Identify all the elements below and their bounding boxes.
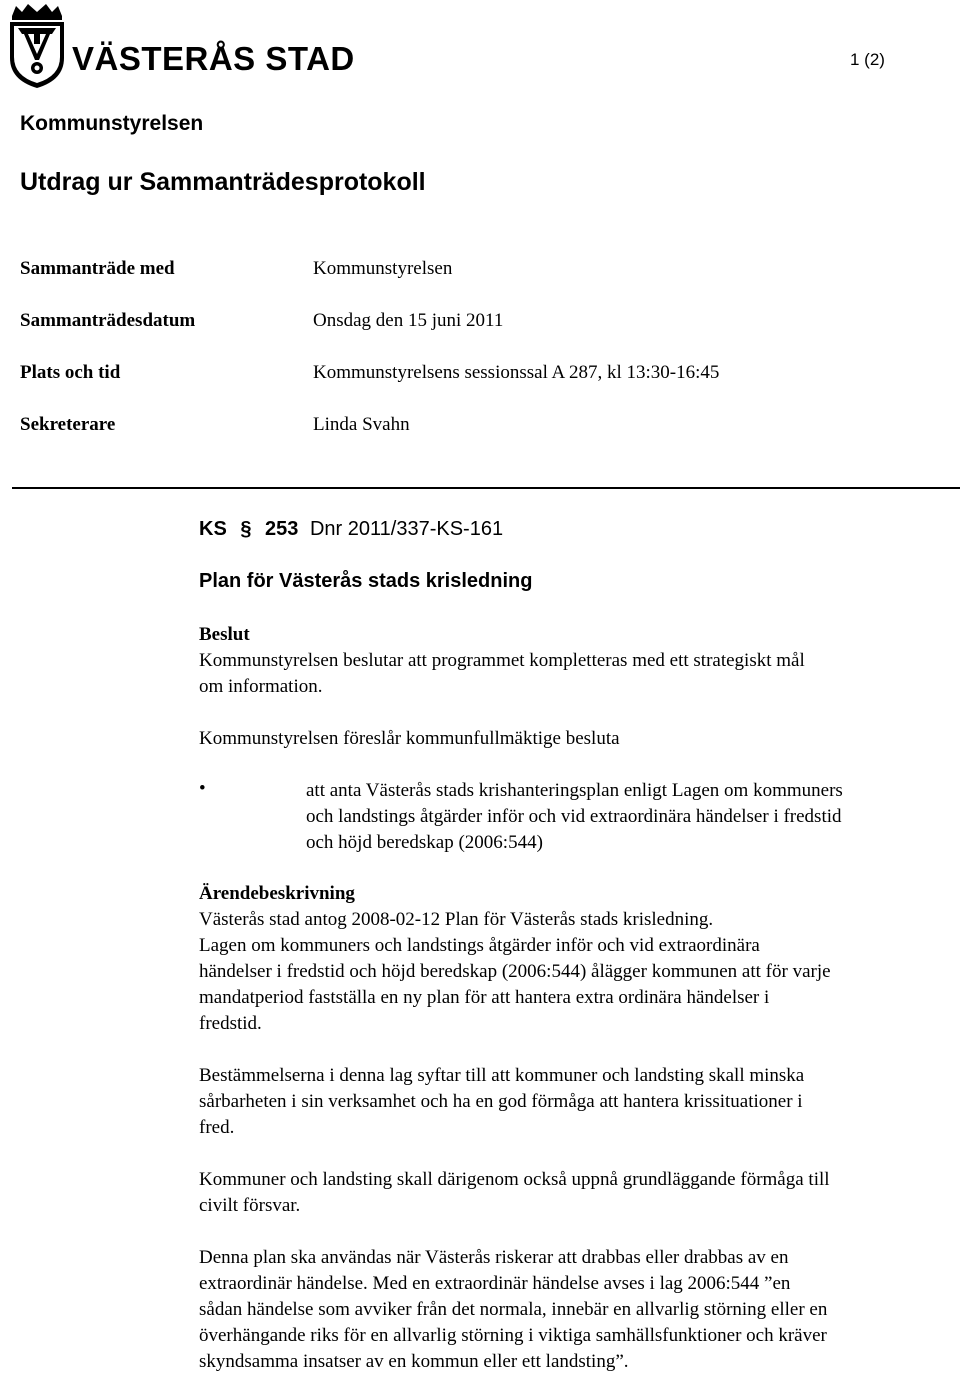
arende-line: Västerås stad antog 2008-02-12 Plan för Västerås stads krisledning. (199, 909, 714, 930)
paragraph-line: Denna plan ska användas när Västerås riskerar att drabbas eller drabbas av en (199, 1247, 789, 1268)
paragraph-line: skyndsamma insatser av en kommun eller ett landsting”. (199, 1351, 629, 1372)
organization-name: Kommunstyrelsen (20, 112, 204, 135)
beslut-line: Kommunstyrelsen beslutar att programmet kompletteras med ett strategiskt mål (199, 650, 805, 671)
paragraph-line: sådan händelse som avviker från det normala, innebär en allvarlig störning eller en (199, 1299, 828, 1320)
coat-of-arms-icon (6, 2, 68, 90)
meta-value-meeting: Kommunstyrelsen (313, 258, 453, 279)
paragraph-line: civilt försvar. (199, 1195, 301, 1216)
proposal-text: Kommunstyrelsen föreslår kommunfullmäktige besluta (199, 728, 620, 749)
section-sign: § (240, 518, 252, 540)
meta-value-secretary: Linda Svahn (313, 414, 410, 435)
bullet-item (306, 778, 952, 856)
paragraph-line: Kommuner och landsting skall därigenom också uppnå grundläggande förmåga till (199, 1169, 830, 1190)
meta-label-meeting: Sammanträde med (20, 258, 175, 279)
paragraph-line: fred. (199, 1117, 235, 1138)
horizontal-divider (12, 487, 960, 489)
bullet-line: att anta Västerås stads krishanteringsplan enligt Lagen om kommuners (306, 780, 843, 801)
bullet-symbol: • (199, 778, 206, 799)
paragraph-line: Bestämmelserna i denna lag syftar till att kommuner och landsting skall minska (199, 1065, 805, 1086)
arende-heading: Ärendebeskrivning (199, 883, 355, 904)
beslut-heading: Beslut (199, 624, 250, 645)
paragraph-line: sårbarheten i sin verksamhet och ha en god förmåga att hantera krissituationer i (199, 1091, 803, 1112)
meta-value-date: Onsdag den 15 juni 2011 (313, 310, 504, 331)
arende-line: mandatperiod fastställa en ny plan för att hantera extra ordinära händelser i (199, 987, 770, 1008)
item-reference (199, 518, 503, 541)
arende-section (199, 881, 951, 1037)
arende-line: fredstid. (199, 1013, 262, 1034)
vasteras-stad-logo (6, 2, 355, 90)
meta-label-secretary: Sekreterare (20, 414, 116, 435)
logo-text: VÄSTERÅS STAD (72, 40, 355, 77)
dnr: Dnr 2011/337-KS-161 (309, 518, 504, 540)
beslut-section (199, 622, 951, 700)
meta-value-place: Kommunstyrelsens sessionssal A 287, kl 13:30-16:45 (313, 362, 720, 383)
paragraph-line: extraordinär händelse. Med en extraordinär händelse avses i lag 2006:544 ”en (199, 1273, 791, 1294)
paragraph-plan (199, 1245, 951, 1375)
page-number: 1 (2) (850, 50, 885, 69)
paragraph-kommuner (199, 1167, 951, 1219)
item-title: Plan för Västerås stads krisledning (199, 570, 533, 592)
proposal-paragraph (199, 726, 951, 752)
item-number: 253 (265, 518, 299, 540)
arende-line: händelser i fredstid och höjd beredskap (2006:544) ålägger kommunen att för varje (199, 961, 831, 982)
bullet-line: och landstings åtgärder inför och vid extraordinära händelser i fredstid (306, 806, 842, 827)
document-title: Utdrag ur Sammanträdesprotokoll (20, 168, 426, 196)
meta-label-place: Plats och tid (20, 362, 121, 383)
paragraph-line: överhängande riks för en allvarlig störning i viktiga samhällsfunktioner och kräver (199, 1325, 827, 1346)
ks-label: KS (199, 518, 227, 540)
arende-line: Lagen om kommuners och landstings åtgärder inför och vid extraordinära (199, 935, 760, 956)
beslut-line: om information. (199, 676, 323, 697)
meta-label-date: Sammanträdesdatum (20, 310, 196, 331)
bullet-line: och höjd beredskap (2006:544) (306, 832, 543, 853)
paragraph-bestammelser (199, 1063, 951, 1141)
